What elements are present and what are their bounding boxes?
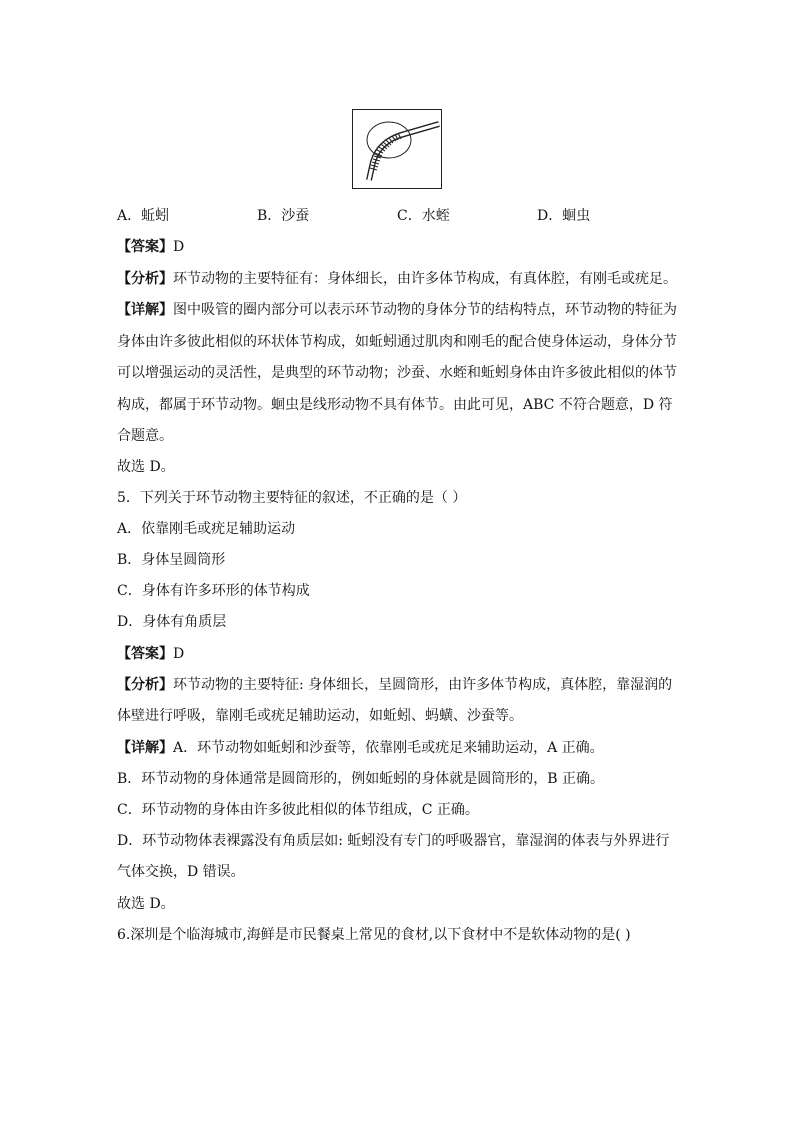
straw-figure	[352, 109, 442, 189]
q4-analysis	[117, 270, 677, 288]
option-text: 水蛭	[421, 208, 450, 224]
q5-detail-line: C．环节动物的身体由许多彼此相似的体节组成，C 正确。	[117, 802, 479, 818]
analysis-text: 环节动物的主要特征: 身体细长，呈圆筒形，由许多体节构成，真体腔，靠湿润的	[173, 677, 673, 693]
answer-tag: 【答案】	[117, 646, 173, 662]
answer-value: D	[173, 239, 185, 255]
q4-detail-line	[117, 301, 677, 319]
detail-text: 图中吸管的圈内部分可以表示环节动物的身体分节的结构特点，环节动物的特征为	[173, 302, 677, 318]
q6-stem: 6.深圳是个临海城市,海鲜是市民餐桌上常见的食材,以下食材中不是软体动物的是( )	[117, 927, 631, 943]
detail-tag: 【详解】	[117, 740, 173, 756]
q4-conclusion: 故选 D。	[117, 459, 175, 475]
q5-detail	[117, 739, 604, 757]
analysis-text: 环节动物的主要特征有：身体细长，由许多体节构成，有真体腔，有刚毛或疣足。	[173, 271, 677, 287]
q5-analysis-line: 体壁进行呼吸，靠刚毛或疣足辅助运动，如蚯蚓、蚂蟥、沙蚕等。	[117, 708, 523, 724]
q5-option-b: B．身体呈圆筒形	[117, 552, 226, 568]
analysis-tag: 【分析】	[117, 677, 173, 693]
answer-value: D	[173, 646, 185, 662]
q5-detail-line: 气体交换，D 错误。	[117, 864, 245, 880]
option-letter: A．	[117, 208, 142, 224]
q5-conclusion: 故选 D。	[117, 896, 175, 912]
q4-option-c	[397, 207, 450, 225]
q5-option-a: A．依靠刚毛或疣足辅助运动	[117, 521, 296, 537]
q5-option-c: C．身体有许多环形的体节构成	[117, 583, 310, 599]
q5-detail-line: D．环节动物体表裸露没有角质层如: 蚯蚓没有专门的呼吸器官，靠湿润的体表与外界进行	[117, 833, 670, 849]
option-text: 蚯蚓	[141, 208, 170, 224]
q5-option-d: D．身体有角质层	[117, 614, 227, 630]
q5-answer	[117, 645, 184, 663]
straw-diagram	[353, 110, 441, 188]
q4-detail-line: 合题意。	[117, 428, 173, 444]
option-letter: B．	[257, 208, 282, 224]
q4-detail-line: 构成，都属于环节动物。蛔虫是线形动物不具有体节。由此可见，ABC 不符合题意，D 符	[117, 397, 673, 413]
q4-detail-line: 身体由许多彼此相似的环状体节构成，如蚯蚓通过肌肉和刚毛的配合使身体运动，身体分节	[117, 334, 677, 350]
q4-option-b	[257, 207, 309, 225]
q4-option-a	[117, 207, 169, 225]
option-letter: C．	[397, 208, 422, 224]
detail-tag: 【详解】	[117, 302, 173, 318]
q4-option-d	[537, 207, 590, 225]
q5-analysis	[117, 676, 672, 694]
q4-detail-line: 可以增强运动的灵活性，是典型的环节动物；沙蚕、水蛭和蚯蚓身体由许多彼此相似的体节	[117, 365, 677, 381]
option-text: 沙蚕	[281, 208, 310, 224]
q4-answer	[117, 238, 184, 256]
detail-text: A．环节动物如蚯蚓和沙蚕等，依靠刚毛或疣足来辅助运动，A 正确。	[173, 740, 604, 756]
option-text: 蛔虫	[562, 208, 591, 224]
option-letter: D．	[537, 208, 563, 224]
q5-detail-line: B．环节动物的身体通常是圆筒形的，例如蚯蚓的身体就是圆筒形的，B 正确。	[117, 771, 605, 787]
q5-stem: 5．下列关于环节动物主要特征的叙述，不正确的是（ ）	[117, 490, 467, 506]
answer-tag: 【答案】	[117, 239, 173, 255]
analysis-tag: 【分析】	[117, 271, 173, 287]
